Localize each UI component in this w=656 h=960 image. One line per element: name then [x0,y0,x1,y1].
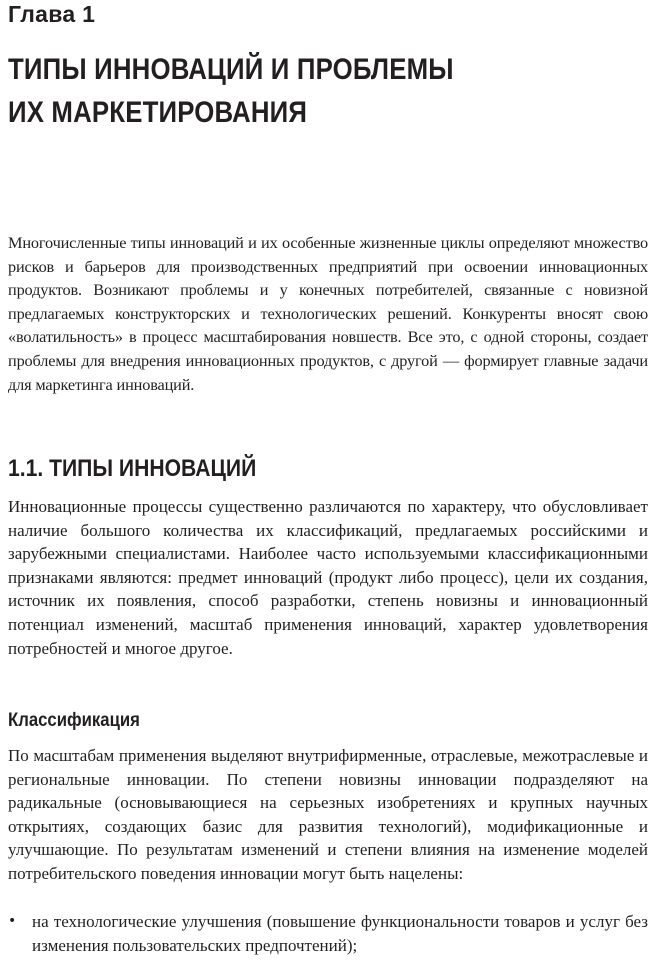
chapter-label: Глава 1 [8,1,96,27]
classification-paragraph: По масштабам применения выделяют внутрифирменные, отраслевые, межотраслевые и региональные инновации. По степени новизны инновации подразделяют на радикальные (основывающиеся на серьезных изобретениях и крупных научных открытиях, создающих базис для развития технологий), модификационные и улучшающие. По результатам изменений и степени влияния на изменение моделей потребительского поведения инновации могут быть нацелены: [8,746,648,883]
classification-heading: Классификация [8,710,140,731]
section-paragraph: Инновационные процессы существенно различаются по характеру, что обусловливает наличие большого количества их классификаций, предлагаемых российскими и зарубежными специалистами. Наиболее часто используемыми классификационными признаками являются: предмет инноваций (продукт либо процесс), цели их создания, источник их появления, способ разработки, степень новизны и инновационный потенциал изменений, масштаб применения инноваций, характер удовлетворения потребностей и многое другое. [8,497,648,658]
bullet-marker: • [8,913,17,929]
chapter-title [8,48,454,134]
chapter-title-line-1: ТИПЫ ИННОВАЦИЙ И ПРОБЛЕМЫ [8,53,454,86]
intro-paragraph: Многочисленные типы инноваций и их особенные жизненные циклы определяют множество рисков и барьеров для производственных предприятий при освоении инновационных продуктов. Возникают проблемы и у конечных потребителей, связанные с новизной предлагаемых конструкторских и технологических решений. Конкуренты вносят свою «волатильность» в процесс масштабирования новшеств. Все это, с одной стороны, создает проблемы для внедрения инновационных продуктов, с другой — формирует главные задачи для маркетинга инноваций. [8,233,648,394]
bullet-list [8,910,648,957]
list-item-text: на технологические улучшения (повышение функциональности товаров и услуг без изменения пользовательских предпочтений); [32,912,648,955]
chapter-title-line-2: ИХ МАРКЕТИРОВАНИЯ [8,96,308,129]
list-item [8,910,648,957]
section-heading: 1.1. ТИПЫ ИННОВАЦИЙ [8,455,257,482]
